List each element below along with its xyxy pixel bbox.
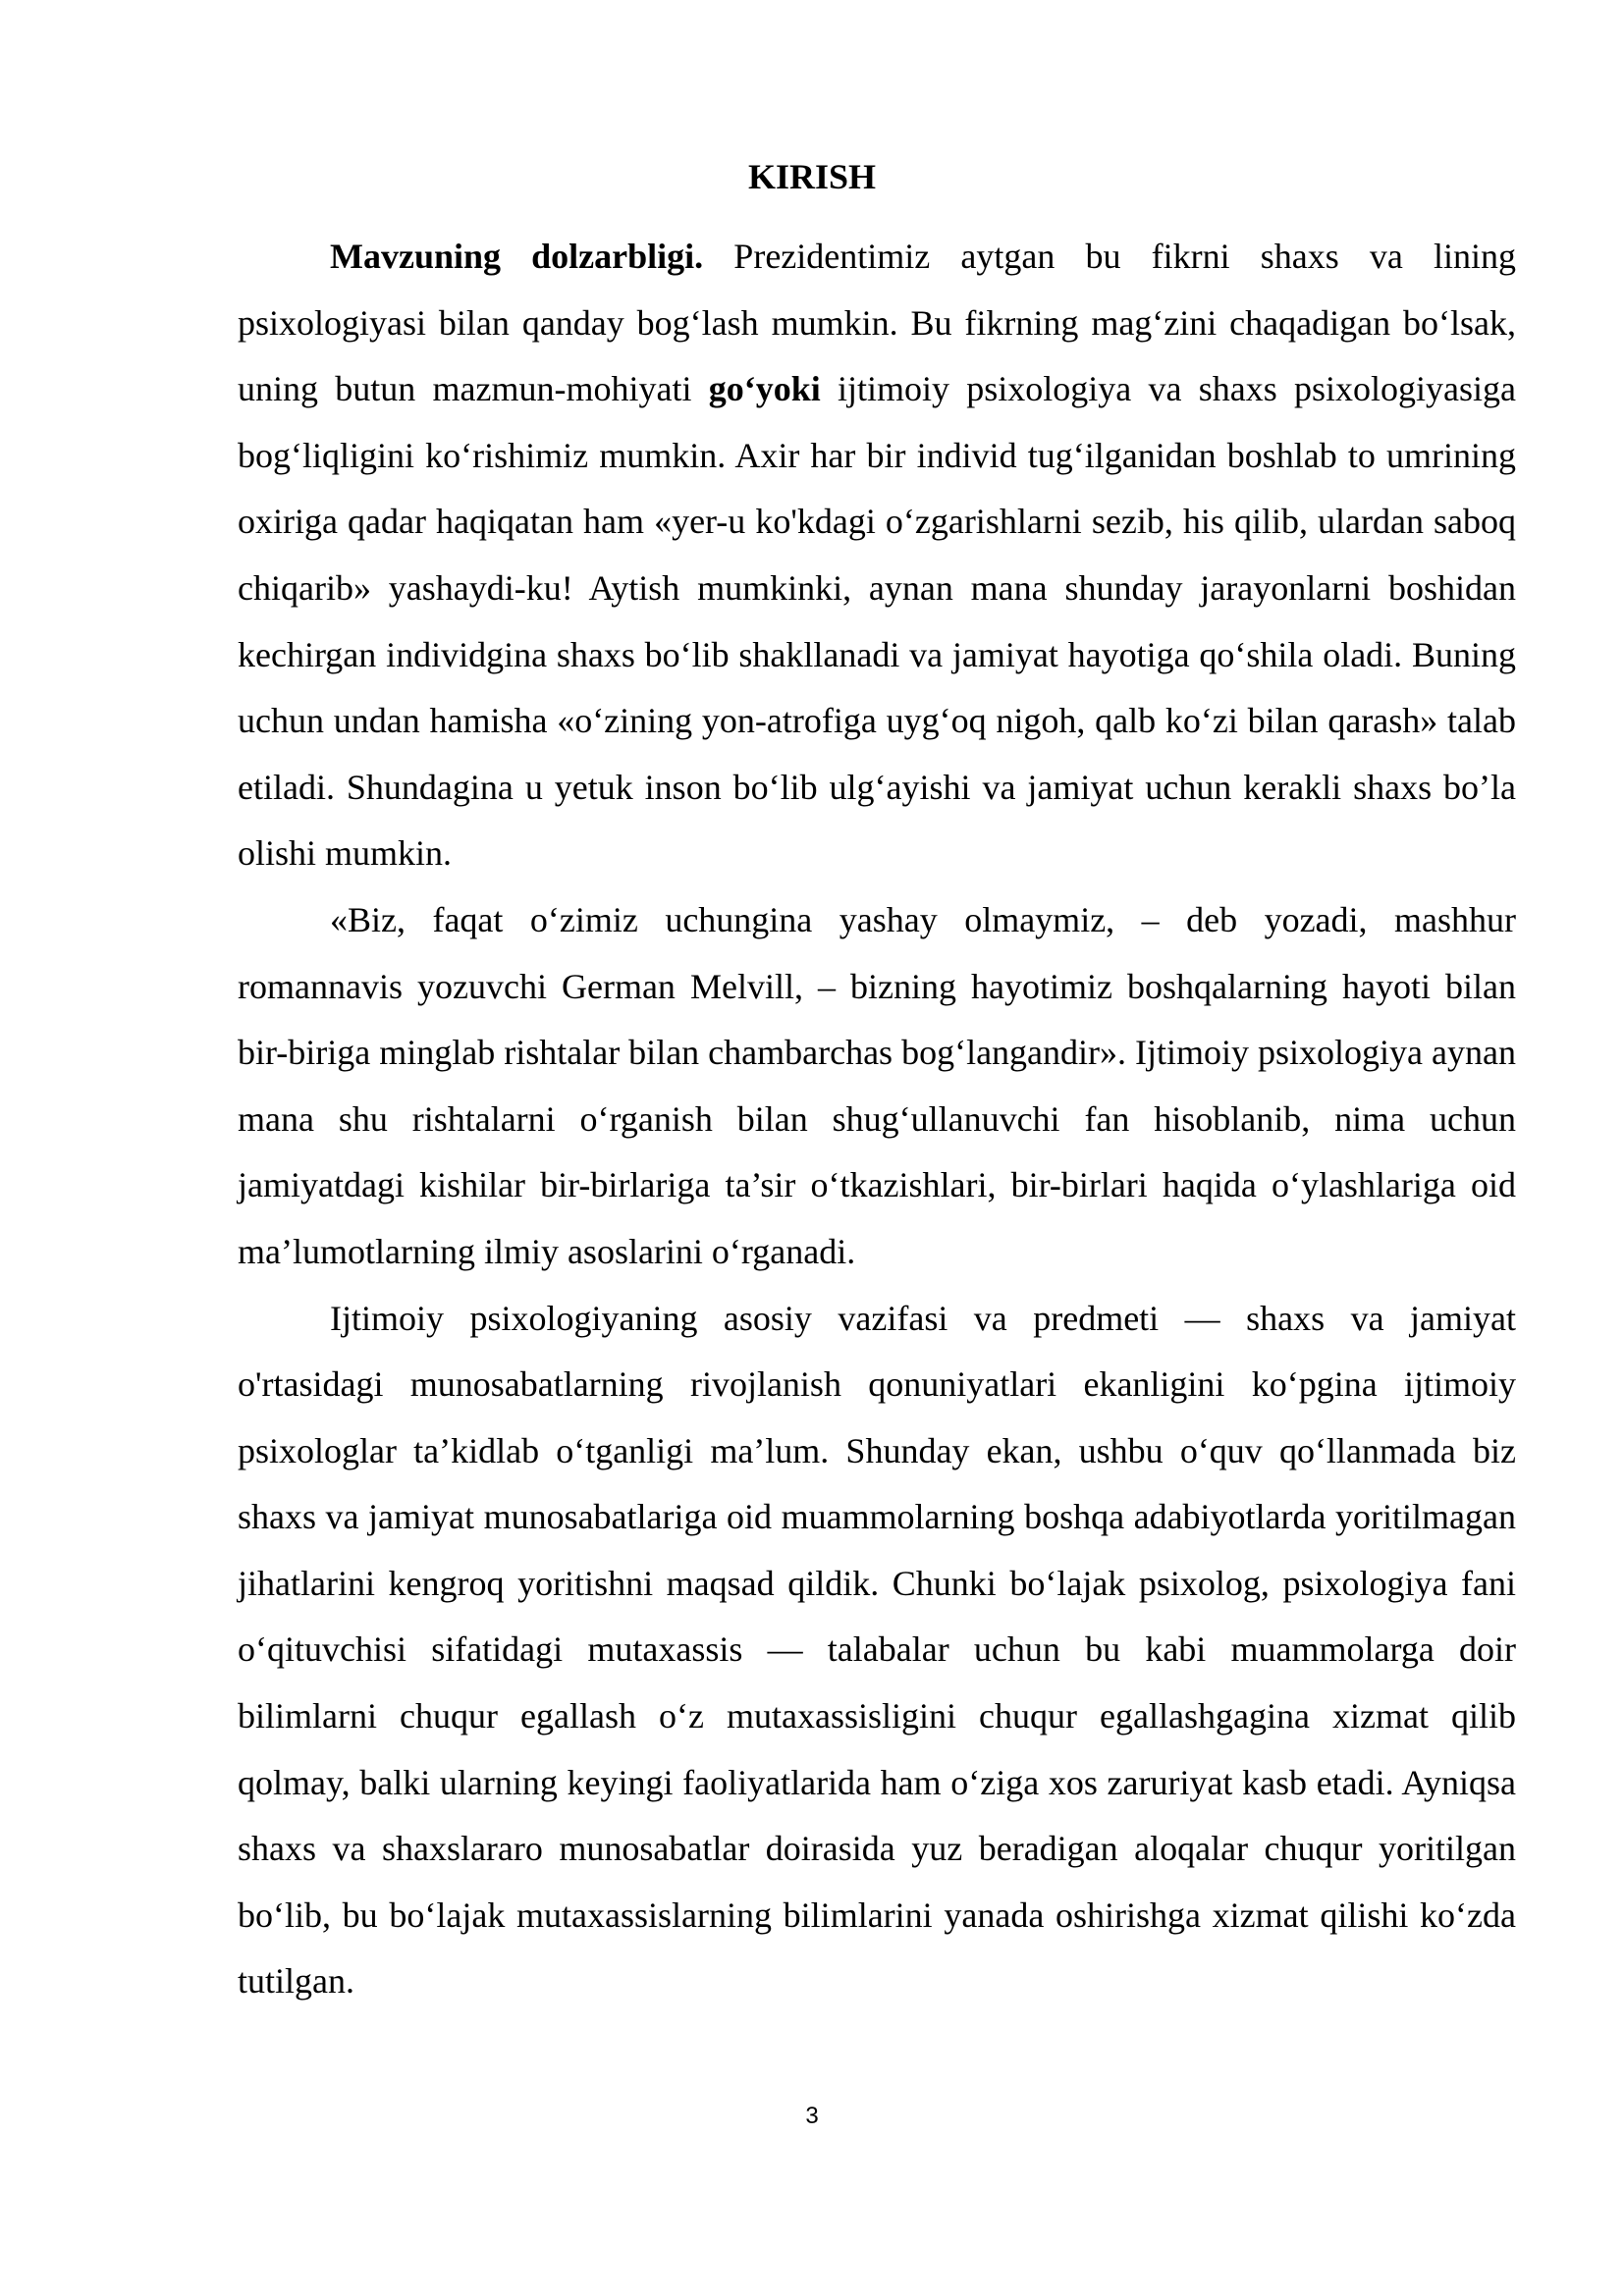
paragraph-relevance: [238, 224, 1516, 887]
emphasized-word: go‘yoki: [708, 369, 821, 409]
paragraph-text: ijtimoiy psixologiya va shaxs psixologiyasiga bog‘liqligini ko‘rishimiz mumkin. Axir har bir individ tug‘ilganidan boshlab to umrining oxiriga qadar haqiqatan ham «yer-u ko'kdagi o‘zgarishlarni sezib, his qilib, ulardan saboq chiqarib» yashaydi-ku! Aytish mumkinki, aynan mana shunday jarayonlarni boshidan kechirgan individgina shaxs bo‘lib shakllanadi va jamiyat hayotiga qo‘shila oladi. Buning uchun undan hamisha «o‘zining yon-atrofiga uyg‘oq nigoh, qalb ko‘zi bilan qarash» talab etiladi. Shundagina u yetuk inson bo‘lib ulg‘ayishi va jamiyat uchun kerakli shaxs bo’la olishi mumkin.: [238, 369, 1516, 874]
paragraph-lead-heading: Mavzuning dolzarbligi.: [330, 237, 704, 276]
paragraph-quote: «Biz, faqat o‘zimiz uchungina yashay olmaymiz, – deb yozadi, mashhur romannavis yozuvchi German Melvill, – bizning hayotimiz boshqalarning hayoti bilan bir-biriga minglab rishtalar bilan chambarchas bog‘langandir». Ijtimoiy psixologiya aynan mana shu rishtalarni o‘rganish bilan shug‘ullanuvchi fan hisoblanib, nima uchun jamiyatdagi kishilar bir-birlariga ta’sir o‘tkazishlari, bir-birlari haqida o‘ylashlariga oid ma’lumotlarning ilmiy asoslarini o‘rganadi.: [238, 899, 1516, 1271]
paragraph-text: Prezidentimiz aytgan bu fikrni shaxs va lining psixologiyasi bilan qanday bog‘lash mumkin. Bu fikrning mag‘zini chaqadigan bo‘lsak, uning butun mazmun-mohiyati: [238, 237, 1516, 409]
page-number: 3: [805, 2103, 819, 2129]
page-title: KIRISH: [747, 157, 877, 196]
paragraph-tasks: Ijtimoiy psixologiyaning asosiy vazifasi va predmeti — shaxs va jamiyat o'rtasidagi munosabatlarning rivojlanish qonuniyatlari ekanligini ko‘pgina ijtimoiy psixologlar ta’kidlab o‘tganligi ma’lum. Shunday ekan, ushbu o‘quv qo‘llanmada biz shaxs va jamiyat munosabatlariga oid muammolarning boshqa adabiyotlarda yoritilmagan jihatlarini kengroq yoritishni maqsad qildik. Chunki bo‘lajak psixolog, psixologiya fani o‘qituvchisi sifatidagi mutaxassis — talabalar uchun bu kabi muammolarga doir bilimlarni chuqur egallash o‘z mutaxassisligini chuqur egallashgagina xizmat qilib qolmay, balki ularning keyingi faoliyatlarida ham o‘ziga xos zaruriyat kasb etadi. Ayniqsa shaxs va shaxslararo munosabatlar doirasida yuz beradigan aloqalar chuqur yoritilgan bo‘lib, bu bo‘lajak mutaxassislarning bilimlarini yanada oshirishga xizmat qilishi ko‘zda tutilgan.: [238, 1298, 1516, 2002]
document-body: [238, 224, 1516, 2015]
